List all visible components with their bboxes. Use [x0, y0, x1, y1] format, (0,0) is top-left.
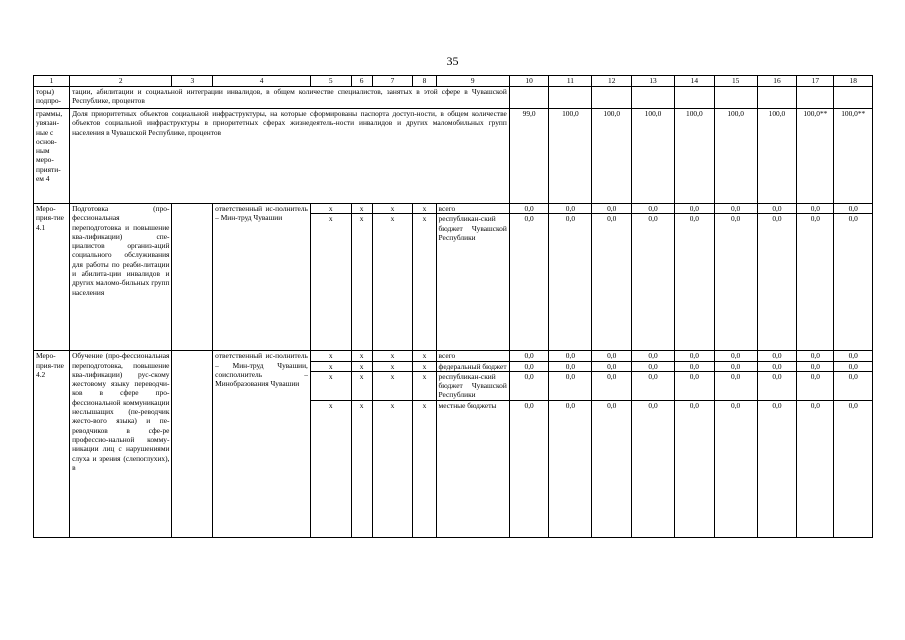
funding-value: 0,0	[549, 371, 592, 400]
funding-value: 0,0	[549, 361, 592, 371]
funding-value: 0,0	[675, 351, 715, 361]
funding-value: 0,0	[714, 204, 757, 214]
code-cell: x	[351, 361, 372, 371]
indicator-text: Доля приоритетных объектов социальной инфраструктуры, на которые сформированы паспорта доступ-ности, в общем количестве объектов социальной инфраструктуры в приоритетных сферах жизнедеятель-ности инвалидов и других маломобильных групп населения в Чувашской Республике, процентов	[70, 109, 510, 204]
funding-value: 0,0	[632, 371, 675, 400]
funding-value: 0,0	[797, 400, 834, 537]
column-number: 7	[372, 76, 413, 87]
code-cell: x	[310, 204, 351, 214]
column-number: 18	[834, 76, 873, 87]
funding-value: 0,0	[834, 361, 873, 371]
funding-source: местные бюджеты	[436, 400, 509, 537]
funding-value: 0,0	[797, 371, 834, 400]
funding-source: республикан-ский бюджет Чувашской Республики	[436, 214, 509, 351]
indicator-row	[34, 87, 873, 109]
funding-value: 0,0	[714, 361, 757, 371]
funding-value: 0,0	[509, 351, 549, 361]
code-cell: x	[310, 214, 351, 351]
indicator-value: 100,0	[632, 109, 675, 204]
funding-value: 0,0	[757, 371, 797, 400]
measure-description: Обучение (про-фессиональная переподготовка, повышение ква-лификации) рус-скому жестовому языку переводчи-ков в сфере про-фессиональной коммуникации неслышащих (пе-реводчик жесто-вого языка) и пе-реводчиков в сфе-ре профессио-нальной комму-никации лиц с нарушениями слуха и зрения (слепоглухих), в	[70, 351, 172, 537]
code-cell: x	[413, 214, 436, 351]
column-number: 4	[213, 76, 311, 87]
column-numbers-row	[34, 76, 873, 87]
funding-value: 0,0	[675, 204, 715, 214]
indicator-value: 99,0	[509, 109, 549, 204]
code-cell: x	[413, 371, 436, 400]
funding-value: 0,0	[797, 214, 834, 351]
funding-value: 0,0	[592, 361, 632, 371]
funding-value: 0,0	[834, 351, 873, 361]
funding-source: всего	[436, 204, 509, 214]
column-number: 14	[675, 76, 715, 87]
funding-value: 0,0	[509, 214, 549, 351]
code-cell: x	[351, 371, 372, 400]
code-cell: x	[372, 361, 413, 371]
funding-value: 0,0	[509, 400, 549, 537]
funding-value: 0,0	[834, 214, 873, 351]
funding-value: 0,0	[592, 351, 632, 361]
funding-value: 0,0	[714, 371, 757, 400]
indicator-row	[34, 109, 873, 204]
indicator-text: тации, абилитации и социальной интеграции инвалидов, в общем количестве специалистов, занятых в этой сфере в Чувашской Республике, процентов	[70, 87, 510, 109]
code-cell: x	[413, 204, 436, 214]
measure-executor: ответственный ис-полнитель – Мин-труд Чувашии	[213, 204, 311, 351]
funding-value: 0,0	[592, 400, 632, 537]
code-cell: x	[413, 351, 436, 361]
funding-value: 0,0	[675, 400, 715, 537]
indicator-value: 100,0	[592, 109, 632, 204]
funding-value: 0,0	[797, 361, 834, 371]
funding-value: 0,0	[549, 400, 592, 537]
program-table	[33, 75, 873, 538]
code-cell: x	[372, 351, 413, 361]
column-number: 12	[592, 76, 632, 87]
column-number: 15	[714, 76, 757, 87]
funding-value: 0,0	[714, 400, 757, 537]
table-row	[34, 351, 873, 361]
code-cell: x	[372, 214, 413, 351]
funding-value: 0,0	[797, 351, 834, 361]
code-cell: x	[310, 351, 351, 361]
indicator-value: 100,0**	[834, 109, 873, 204]
funding-value: 0,0	[592, 371, 632, 400]
funding-value: 0,0	[675, 371, 715, 400]
funding-value: 0,0	[834, 204, 873, 214]
funding-value: 0,0	[549, 204, 592, 214]
funding-value: 0,0	[675, 214, 715, 351]
column-number: 16	[757, 76, 797, 87]
code-cell: x	[372, 371, 413, 400]
funding-value: 0,0	[509, 371, 549, 400]
target-indicators-label: торы) подпро-	[34, 87, 70, 109]
funding-value: 0,0	[757, 351, 797, 361]
funding-value: 0,0	[834, 400, 873, 537]
funding-value: 0,0	[592, 204, 632, 214]
funding-value: 0,0	[632, 361, 675, 371]
funding-value: 0,0	[549, 214, 592, 351]
table-row	[34, 204, 873, 214]
funding-value: 0,0	[632, 214, 675, 351]
column-number: 11	[549, 76, 592, 87]
funding-value: 0,0	[714, 214, 757, 351]
code-cell: x	[372, 204, 413, 214]
indicator-value: 100,0	[549, 109, 592, 204]
funding-value: 0,0	[757, 204, 797, 214]
indicator-value: 100,0	[714, 109, 757, 204]
measure-name: Меро-прия-тие 4.2	[34, 351, 70, 537]
funding-source: республикан-ский бюджет Чувашской Республики	[436, 371, 509, 400]
funding-value: 0,0	[834, 371, 873, 400]
column-number: 6	[351, 76, 372, 87]
funding-value: 0,0	[757, 400, 797, 537]
funding-value: 0,0	[632, 351, 675, 361]
code-cell: x	[310, 371, 351, 400]
target-indicators-label: граммы, увязан-ные с основ-ным меро-прияти-ем 4	[34, 109, 70, 204]
funding-source: федеральный бюджет	[436, 361, 509, 371]
column-number: 3	[172, 76, 213, 87]
code-cell: x	[351, 204, 372, 214]
code-cell: x	[351, 400, 372, 537]
column-number: 8	[413, 76, 436, 87]
column-number: 1	[34, 76, 70, 87]
column-number: 9	[436, 76, 509, 87]
column-number: 2	[70, 76, 172, 87]
funding-value: 0,0	[757, 214, 797, 351]
code-cell: x	[413, 400, 436, 537]
indicator-value: 100,0	[675, 109, 715, 204]
funding-value: 0,0	[675, 361, 715, 371]
funding-value: 0,0	[632, 400, 675, 537]
indicator-value: 100,0**	[797, 109, 834, 204]
code-cell: x	[372, 400, 413, 537]
column-number: 5	[310, 76, 351, 87]
funding-value: 0,0	[509, 204, 549, 214]
code-cell: x	[310, 361, 351, 371]
funding-value: 0,0	[757, 361, 797, 371]
page-number: 35	[446, 54, 459, 68]
funding-value: 0,0	[632, 204, 675, 214]
funding-value: 0,0	[797, 204, 834, 214]
column-number: 13	[632, 76, 675, 87]
indicator-value: 100,0	[757, 109, 797, 204]
funding-value: 0,0	[592, 214, 632, 351]
code-cell: x	[351, 214, 372, 351]
funding-value: 0,0	[714, 351, 757, 361]
funding-value: 0,0	[549, 351, 592, 361]
measure-executor: ответственный ис-полнитель – Мин-труд Чувашии, соисполнитель – Минобразования Чувашии	[213, 351, 311, 537]
column-number: 17	[797, 76, 834, 87]
measure-name: Меро-прия-тие 4.1	[34, 204, 70, 351]
measure-description: Подготовка (про-фессиональная переподготовка и повышение ква-лификации) спе-циалистов организ-аций социального обслуживания для работы по реаби-литации и абилита-ции инвалидов и других маломо-бильных групп населения	[70, 204, 172, 351]
funding-value: 0,0	[509, 361, 549, 371]
funding-source: всего	[436, 351, 509, 361]
code-cell: x	[351, 351, 372, 361]
code-cell: x	[413, 361, 436, 371]
column-number: 10	[509, 76, 549, 87]
code-cell: x	[310, 400, 351, 537]
